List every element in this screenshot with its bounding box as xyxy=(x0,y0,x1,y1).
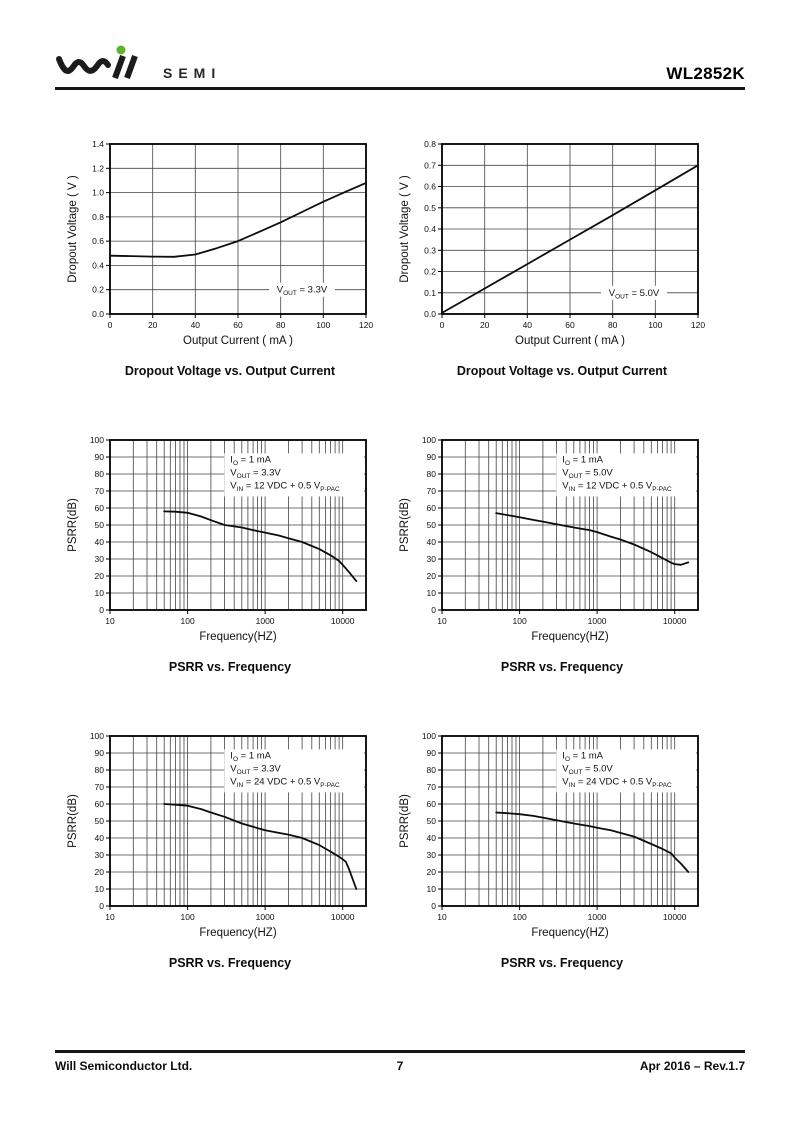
chart-psrr-3v3-12v xyxy=(64,432,396,674)
svg-text:40: 40 xyxy=(426,833,436,843)
chart-dropout-3v3 xyxy=(64,136,396,378)
svg-text:0: 0 xyxy=(99,901,104,911)
svg-text:PSRR(dB): PSRR(dB) xyxy=(399,498,411,552)
svg-text:100: 100 xyxy=(316,320,331,330)
svg-text:0.8: 0.8 xyxy=(424,139,436,149)
svg-text:VOUT = 3.3V: $V_{OUT} = 3.3V$ xyxy=(230,763,281,776)
svg-text:Dropout Voltage ( V ): Dropout Voltage ( V ) xyxy=(67,175,79,283)
svg-text:100: 100 xyxy=(421,731,436,741)
svg-text:30: 30 xyxy=(94,554,104,564)
chart-title: PSRR vs. Frequency xyxy=(500,956,624,970)
svg-text:0.3: 0.3 xyxy=(424,245,436,256)
svg-text:60: 60 xyxy=(94,503,104,513)
svg-text:70: 70 xyxy=(426,782,436,792)
svg-text:100: 100 xyxy=(421,435,436,445)
page-footer xyxy=(55,1050,745,1073)
chart-psrr-5v0-24v xyxy=(396,728,728,970)
svg-text:PSRR(dB): PSRR(dB) xyxy=(399,794,411,848)
svg-text:60: 60 xyxy=(94,799,104,809)
chart-title: PSRR vs. Frequency xyxy=(500,660,624,674)
svg-text:Dropout Voltage ( V ): Dropout Voltage ( V ) xyxy=(399,175,411,283)
svg-text:0.4: 0.4 xyxy=(92,260,104,271)
will-semi-logo xyxy=(55,44,221,84)
svg-text:10: 10 xyxy=(437,616,447,626)
svg-text:20: 20 xyxy=(426,571,436,581)
svg-text:80: 80 xyxy=(607,320,618,330)
svg-text:100: 100 xyxy=(89,435,104,445)
svg-text:70: 70 xyxy=(94,782,104,792)
svg-text:30: 30 xyxy=(94,850,104,860)
page-header xyxy=(55,44,745,90)
svg-text:50: 50 xyxy=(94,520,104,530)
svg-text:10: 10 xyxy=(426,884,436,894)
svg-text:0.6: 0.6 xyxy=(424,181,436,192)
svg-text:1000: 1000 xyxy=(255,616,275,626)
charts-grid xyxy=(0,136,800,970)
chart-psrr-5v0-12v xyxy=(396,432,728,674)
footer-revision: Apr 2016 – Rev.1.7 xyxy=(639,1059,745,1073)
svg-text:0.2: 0.2 xyxy=(92,284,104,295)
chart-dropout-5v0 xyxy=(396,136,728,378)
chart-canvas-dropout-3v3 xyxy=(64,136,396,351)
svg-text:VOUT = 5.0V: $V_{OUT} = 5.0V$ xyxy=(562,763,613,776)
svg-text:10: 10 xyxy=(94,588,104,598)
svg-text:80: 80 xyxy=(426,469,436,479)
svg-text:0.2: 0.2 xyxy=(424,266,436,277)
chart-psrr-3v3-24v xyxy=(64,728,396,970)
svg-text:0.8: 0.8 xyxy=(92,211,104,222)
svg-text:1000: 1000 xyxy=(255,912,275,922)
svg-text:Frequency(HZ): Frequency(HZ) xyxy=(531,927,609,939)
svg-text:IO = 1 mA: $I_O = 1$ mA xyxy=(230,750,272,763)
svg-text:VIN = 12 VDC + 0.5 VP-PAC: $V_{IN} = 12$ VDC + 0.5 $V_{P-PAC}$ xyxy=(230,480,340,493)
svg-text:0: 0 xyxy=(439,320,445,330)
svg-text:90: 90 xyxy=(94,452,104,462)
svg-text:1.2: 1.2 xyxy=(92,163,104,174)
chart-title: PSRR vs. Frequency xyxy=(168,660,292,674)
svg-text:100: 100 xyxy=(512,912,527,922)
svg-text:30: 30 xyxy=(426,554,436,564)
svg-text:40: 40 xyxy=(426,537,436,547)
footer-company: Will Semiconductor Ltd. xyxy=(55,1059,193,1073)
svg-text:VIN = 24 VDC + 0.5 VP-PAC: $V_{IN} = 24$ VDC + 0.5 $V_{P-PAC}$ xyxy=(562,776,672,789)
will-logo-icon xyxy=(55,44,151,84)
svg-text:60: 60 xyxy=(233,320,243,330)
svg-text:10000: 10000 xyxy=(330,616,355,626)
chart-canvas-psrr-5v0-24v xyxy=(396,728,728,943)
logo-text: SEMI xyxy=(163,65,222,81)
svg-text:20: 20 xyxy=(426,867,436,877)
svg-text:40: 40 xyxy=(522,320,533,330)
svg-text:10: 10 xyxy=(437,912,447,922)
svg-text:10000: 10000 xyxy=(662,616,687,626)
svg-text:1.4: 1.4 xyxy=(92,139,104,149)
svg-text:90: 90 xyxy=(426,748,436,758)
svg-text:90: 90 xyxy=(94,748,104,758)
svg-text:100: 100 xyxy=(648,320,663,330)
svg-text:90: 90 xyxy=(426,452,436,462)
chart-title: Dropout Voltage vs. Output Current xyxy=(456,364,668,378)
svg-text:80: 80 xyxy=(94,765,104,775)
svg-text:60: 60 xyxy=(565,320,575,330)
svg-text:IO = 1 mA: $I_O = 1$ mA xyxy=(230,454,272,467)
svg-text:120: 120 xyxy=(690,320,706,330)
svg-text:VOUT = 3.3V: $V_{OUT} = 3.3V$ xyxy=(276,284,328,298)
svg-text:40: 40 xyxy=(190,320,201,330)
svg-text:PSRR(dB): PSRR(dB) xyxy=(67,498,79,552)
svg-text:0: 0 xyxy=(107,320,113,330)
svg-text:1.0: 1.0 xyxy=(92,187,104,198)
svg-text:PSRR(dB): PSRR(dB) xyxy=(67,794,79,848)
chart-title: PSRR vs. Frequency xyxy=(168,956,292,970)
svg-text:1000: 1000 xyxy=(587,912,607,922)
svg-text:70: 70 xyxy=(426,486,436,496)
svg-text:10000: 10000 xyxy=(662,912,687,922)
svg-text:20: 20 xyxy=(94,867,104,877)
svg-text:0: 0 xyxy=(431,901,436,911)
svg-text:10000: 10000 xyxy=(330,912,355,922)
svg-text:1000: 1000 xyxy=(587,616,607,626)
svg-text:100: 100 xyxy=(89,731,104,741)
svg-text:Frequency(HZ): Frequency(HZ) xyxy=(199,927,277,939)
chart-canvas-psrr-5v0-12v xyxy=(396,432,728,647)
svg-text:Output Current ( mA ): Output Current ( mA ) xyxy=(515,335,625,347)
svg-text:Frequency(HZ): Frequency(HZ) xyxy=(199,631,277,643)
svg-text:0.7: 0.7 xyxy=(424,160,436,171)
svg-text:40: 40 xyxy=(94,833,104,843)
svg-text:0.5: 0.5 xyxy=(424,202,436,213)
svg-text:50: 50 xyxy=(426,816,436,826)
logo-green-dot-icon xyxy=(117,46,126,55)
chart-canvas-psrr-3v3-24v xyxy=(64,728,396,943)
svg-text:Output Current ( mA ): Output Current ( mA ) xyxy=(183,335,293,347)
svg-text:40: 40 xyxy=(94,537,104,547)
svg-text:VIN = 24 VDC + 0.5 VP-PAC: $V_{IN} = 24$ VDC + 0.5 $V_{P-PAC}$ xyxy=(230,776,340,789)
svg-text:10: 10 xyxy=(105,616,115,626)
svg-text:0: 0 xyxy=(99,605,104,615)
svg-text:IO = 1 mA: $I_O = 1$ mA xyxy=(562,750,604,763)
svg-text:80: 80 xyxy=(275,320,286,330)
svg-text:0.4: 0.4 xyxy=(424,224,436,234)
svg-text:10: 10 xyxy=(426,588,436,598)
svg-text:10: 10 xyxy=(105,912,115,922)
svg-text:IO = 1 mA: $I_O = 1$ mA xyxy=(562,454,604,467)
product-number: WL2852K xyxy=(666,64,745,83)
svg-text:0.1: 0.1 xyxy=(424,287,436,298)
svg-text:VOUT = 5.0V: $V_{OUT} = 5.0V$ xyxy=(562,467,613,480)
svg-text:50: 50 xyxy=(94,816,104,826)
svg-text:120: 120 xyxy=(358,320,374,330)
svg-text:80: 80 xyxy=(94,469,104,479)
svg-text:50: 50 xyxy=(426,520,436,530)
svg-text:20: 20 xyxy=(479,320,490,330)
svg-text:0.0: 0.0 xyxy=(92,309,104,319)
svg-text:100: 100 xyxy=(512,616,527,626)
chart-canvas-dropout-5v0 xyxy=(396,136,728,351)
svg-text:60: 60 xyxy=(426,799,436,809)
svg-text:Frequency(HZ): Frequency(HZ) xyxy=(531,631,609,643)
svg-text:70: 70 xyxy=(94,486,104,496)
svg-text:60: 60 xyxy=(426,503,436,513)
svg-text:VOUT = 3.3V: $V_{OUT} = 3.3V$ xyxy=(230,467,281,480)
svg-text:0.6: 0.6 xyxy=(92,236,104,247)
svg-text:30: 30 xyxy=(426,850,436,860)
svg-text:20: 20 xyxy=(94,571,104,581)
svg-text:100: 100 xyxy=(180,616,195,626)
svg-text:0: 0 xyxy=(431,605,436,615)
svg-text:0.0: 0.0 xyxy=(424,309,436,319)
svg-text:20: 20 xyxy=(147,320,158,330)
svg-text:100: 100 xyxy=(180,912,195,922)
chart-title: Dropout Voltage vs. Output Current xyxy=(124,364,336,378)
chart-canvas-psrr-3v3-12v xyxy=(64,432,396,647)
svg-text:10: 10 xyxy=(94,884,104,894)
footer-page-number: 7 xyxy=(396,1059,404,1073)
svg-text:VOUT = 5.0V: $V_{OUT} = 5.0V$ xyxy=(608,287,660,301)
svg-text:80: 80 xyxy=(426,765,436,775)
svg-text:VIN = 12 VDC + 0.5 VP-PAC: $V_{IN} = 12$ VDC + 0.5 $V_{P-PAC}$ xyxy=(562,480,672,493)
